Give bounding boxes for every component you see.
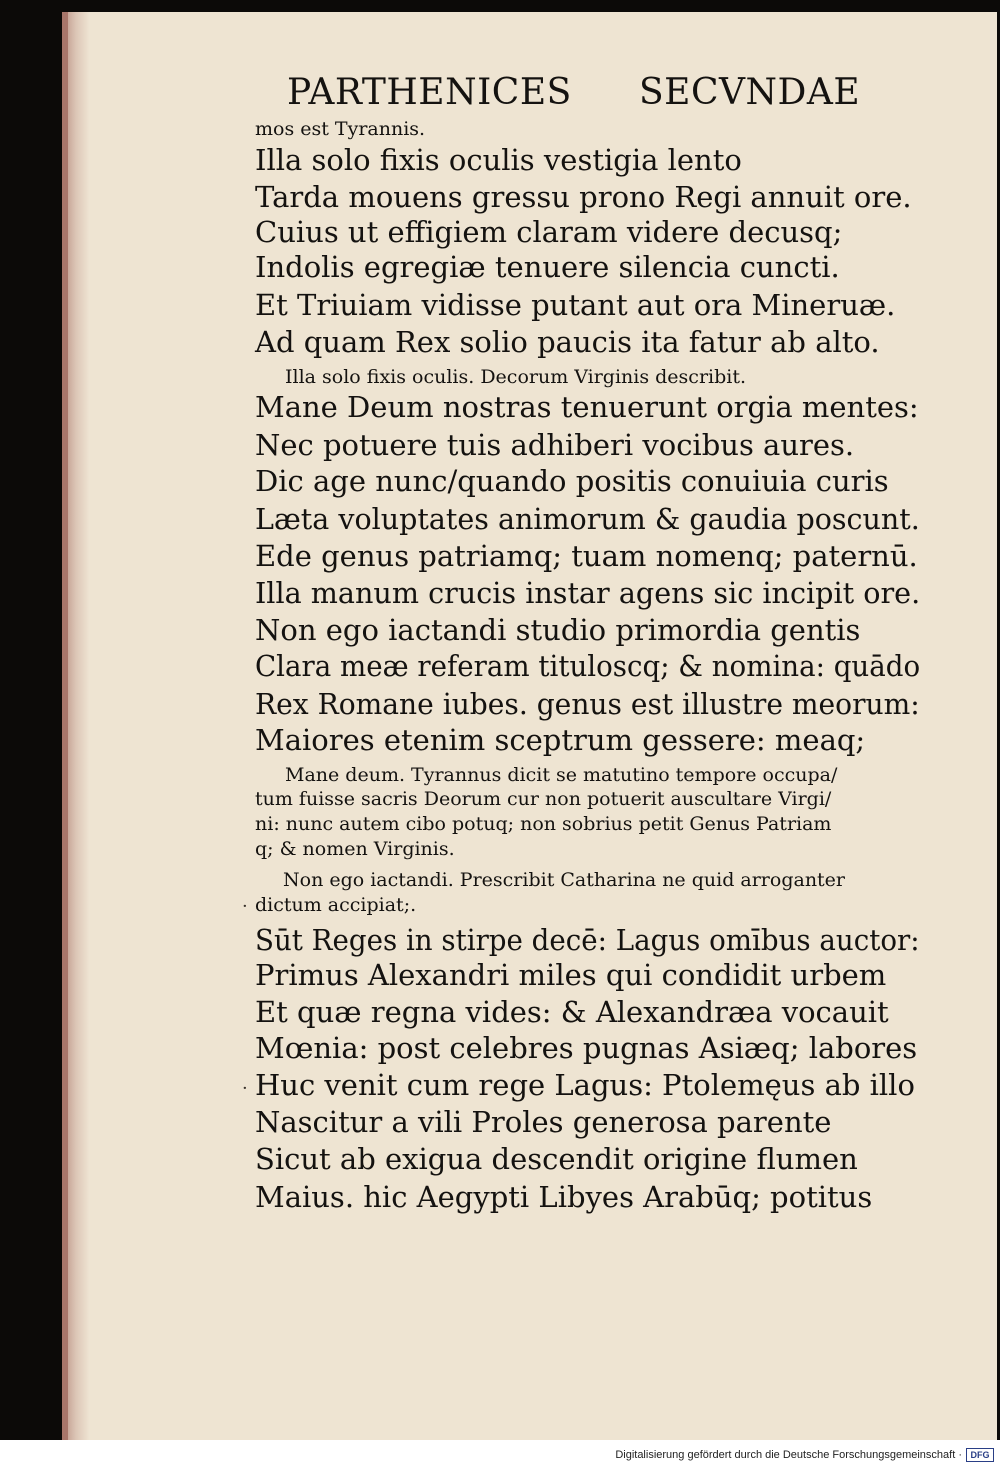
commentary-line: Mane deum. Tyrannus dicit se matutino tempore occupa/ [285, 764, 838, 786]
verse-line: Huc venit cum rege Lagus: Ptolemęus ab illo [255, 1068, 915, 1102]
verse-line: Dic age nunc/quando positis conuiuia curis [255, 464, 889, 498]
verse-line: Nascitur a vili Proles generosa parente [255, 1105, 832, 1139]
verse-line: Maius. hic Aegypti Libyes Arabūq; potitus [255, 1180, 873, 1214]
verse-line: Illa solo fixis oculis vestigia lento [255, 143, 742, 177]
commentary-line: tum fuisse sacris Deorum cur non potuerit auscultare Virgi/ [255, 788, 832, 810]
commentary-line: dictum accipiat;. [255, 894, 417, 916]
verse-line: Ede genus patriamq; tuam nomenq; paternū. [255, 539, 918, 573]
verse-line: Non ego iactandi studio primordia gentis [255, 613, 861, 647]
commentary-line: ni: nunc autem cibo potuq; non sobrius petit Genus Patriam [255, 813, 832, 835]
verse-line: Clara meæ referam tituloscq; & nomina: quādo [255, 649, 921, 683]
verse-line: Indolis egregiæ tenuere silencia cuncti. [255, 250, 840, 284]
verse-line: Tarda mouens gressu prono Regi annuit ore. [255, 180, 912, 214]
commentary-line: Illa solo fixis oculis. Decorum Virginis describit. [285, 366, 747, 388]
verse-line: Ad quam Rex solio paucis ita fatur ab alto. [255, 325, 880, 359]
verse-line: Illa manum crucis instar agens sic incipit ore. [255, 576, 921, 610]
verse-line: Sicut ab exigua descendit origine flumen [255, 1142, 858, 1176]
verse-line: Cuius ut effigiem claram videre decusq; [255, 215, 843, 249]
funding-notice: Digitalisierung gefördert durch die Deutsche Forschungsgemeinschaft · [615, 1449, 962, 1461]
verse-line: Rex Romane iubes. genus est illustre meorum: [255, 687, 920, 721]
text-line: mos est Tyrannis. [255, 118, 426, 140]
verse-line: Maiores etenim sceptrum gessere: meaq; [255, 723, 866, 757]
commentary-line: Non ego iactandi. Prescribit Catharina ne quid arroganter [283, 869, 846, 891]
verse-line: Primus Alexandri miles qui condidit urbem [255, 958, 887, 992]
verse-line: Sūt Reges in stirpe decē: Lagus omībus auctor: [255, 923, 920, 957]
verse-line: Læta voluptates animorum & gaudia poscunt. [255, 502, 920, 536]
header-left-title: PARTHENICES [287, 72, 572, 113]
verse-line: Et Triuiam vidisse putant aut ora Mineruæ. [255, 288, 896, 322]
verse-line: Et quæ regna vides: & Alexandræa vocauit [255, 995, 889, 1029]
running-header [287, 72, 877, 116]
header-right-title: SECVNDAE [639, 72, 861, 113]
verse-line: Mane Deum nostras tenuerunt orgia mentes: [255, 390, 919, 424]
dfg-logo-icon: DFG [966, 1448, 994, 1462]
verse-line: Nec potuere tuis adhiberi vocibus aures. [255, 428, 855, 462]
commentary-line: q; & nomen Virginis. [255, 838, 455, 860]
margin-mark: · [242, 896, 248, 917]
footer-bar [0, 1440, 1000, 1470]
verse-line: Mœnia: post celebres pugnas Asiæq; labores [255, 1031, 918, 1065]
margin-mark: · [242, 1078, 248, 1099]
